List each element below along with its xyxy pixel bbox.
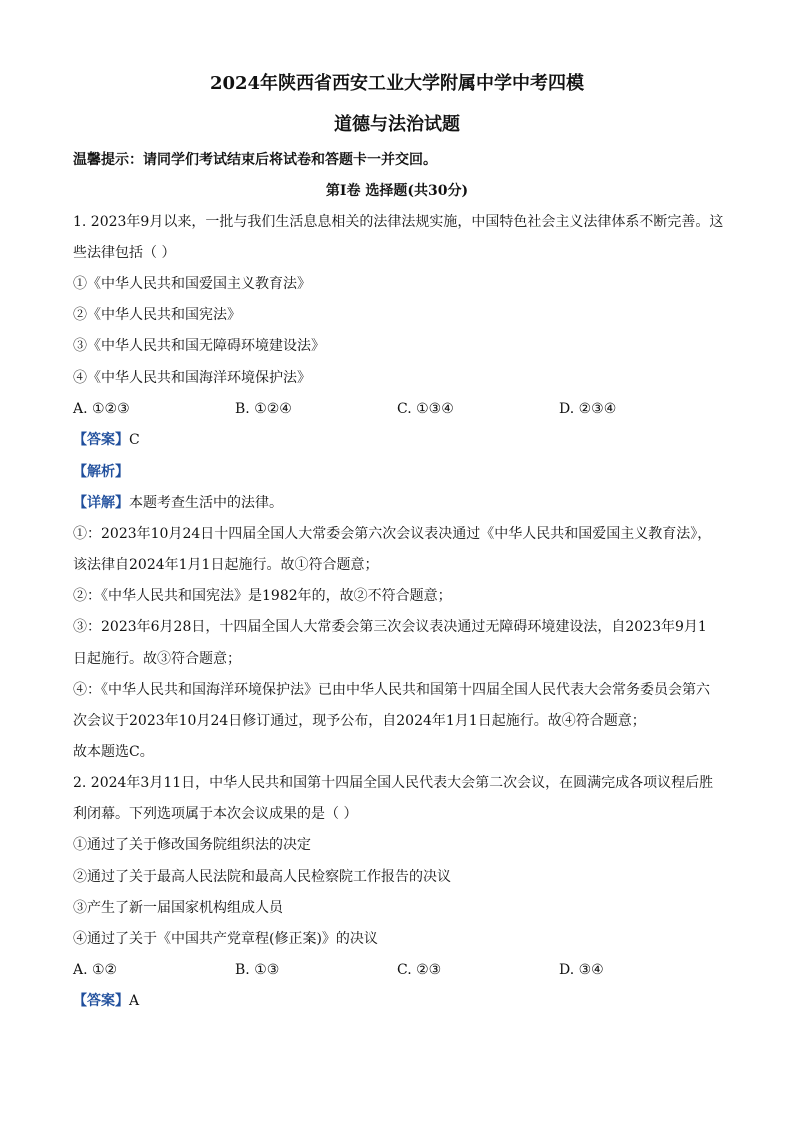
q1-item: ②《中华人民共和国宪法》 xyxy=(73,307,241,323)
q1-analysis-line: ④：《中华人民共和国海洋环境保护法》已由中华人民共和国第十四届全国人民代表大会常务委员会第六 xyxy=(73,682,710,698)
q1-stem-line-1: 1. 2023年9月以来，一批与我们生活息息相关的法律法规实施，中国特色社会主义法律体系不断完善。这 xyxy=(73,214,724,230)
page-subtitle: 道德与法治试题 xyxy=(334,114,460,135)
q2-item: ④通过了关于《中国共产党章程(修正案)》的决议 xyxy=(73,931,378,947)
q1-analysis-line: 该法律自2024年1月1日起施行。故①符合题意； xyxy=(73,557,379,573)
q1-answer xyxy=(73,430,734,450)
q1-analysis-line: ③：2023年6月28日，十四届全国人大常委会第三次会议表决通过无障碍环境建设法，自2023年9月1 xyxy=(73,619,707,635)
q2-stem-line-2: 利闭幕。下列选项属于本次会议成果的是（ ） xyxy=(73,806,358,822)
detail-text: 本题考查生活中的法律。 xyxy=(129,495,283,511)
q2-option-c: C. ②③ xyxy=(397,962,442,978)
q1-analysis-line: 日起施行。故③符合题意； xyxy=(73,651,241,667)
q1-option-b: B. ①②④ xyxy=(235,401,292,417)
answer-label: 【答案】 xyxy=(73,993,129,1009)
q1-analysis-line: ①：2023年10月24日十四届全国人大常委会第六次会议表决通过《中华人民共和国爱国主义教育法》， xyxy=(73,526,712,542)
answer-label: 【答案】 xyxy=(73,432,129,448)
q2-option-d: D. ③④ xyxy=(559,962,604,978)
q2-option-a: A. ①② xyxy=(73,962,118,978)
q1-option-d: D. ②③④ xyxy=(559,401,617,417)
q1-item: ④《中华人民共和国海洋环境保护法》 xyxy=(73,370,311,386)
q2-option-b: B. ①③ xyxy=(235,962,280,978)
q1-analysis-heading xyxy=(73,462,734,482)
q1-item: ③《中华人民共和国无障碍环境建设法》 xyxy=(73,338,325,354)
page-title: 2024年陕西省西安工业大学附属中学中考四模 xyxy=(209,73,585,94)
q2-item: ①通过了关于修改国务院组织法的决定 xyxy=(73,837,311,853)
q1-detail xyxy=(73,493,734,513)
q1-item: ①《中华人民共和国爱国主义教育法》 xyxy=(73,276,311,292)
analysis-label: 【解析】 xyxy=(73,464,129,480)
q1-analysis-line: ②：《中华人民共和国宪法》是1982年的，故②不符合题意； xyxy=(73,588,452,604)
q1-stem-line-2: 些法律包括（ ） xyxy=(73,245,176,261)
q1-option-a: A. ①②③ xyxy=(73,401,130,417)
q2-stem-line-1: 2. 2024年3月11日，中华人民共和国第十四届全国人民代表大会第二次会议，在圆满完成各项议程后胜 xyxy=(73,775,714,791)
answer-value: A xyxy=(129,993,140,1009)
section-heading: 第Ⅰ卷 选择题(共30分) xyxy=(325,183,469,199)
detail-label: 【详解】 xyxy=(73,495,129,511)
q2-item: ②通过了关于最高人民法院和最高人民检察院工作报告的决议 xyxy=(73,869,451,885)
answer-value: C xyxy=(129,432,140,448)
q1-option-c: C. ①③④ xyxy=(397,401,454,417)
q1-analysis-line: 次会议于2023年10月24日修订通过，现予公布，自2024年1月1日起施行。故④符合题意； xyxy=(73,713,646,729)
warm-tip: 温馨提示：请同学们考试结束后将试卷和答题卡一并交回。 xyxy=(73,152,437,168)
q2-answer xyxy=(73,991,734,1011)
q1-conclusion: 故本题选C。 xyxy=(73,744,154,760)
q2-item: ③产生了新一届国家机构组成人员 xyxy=(73,900,283,916)
